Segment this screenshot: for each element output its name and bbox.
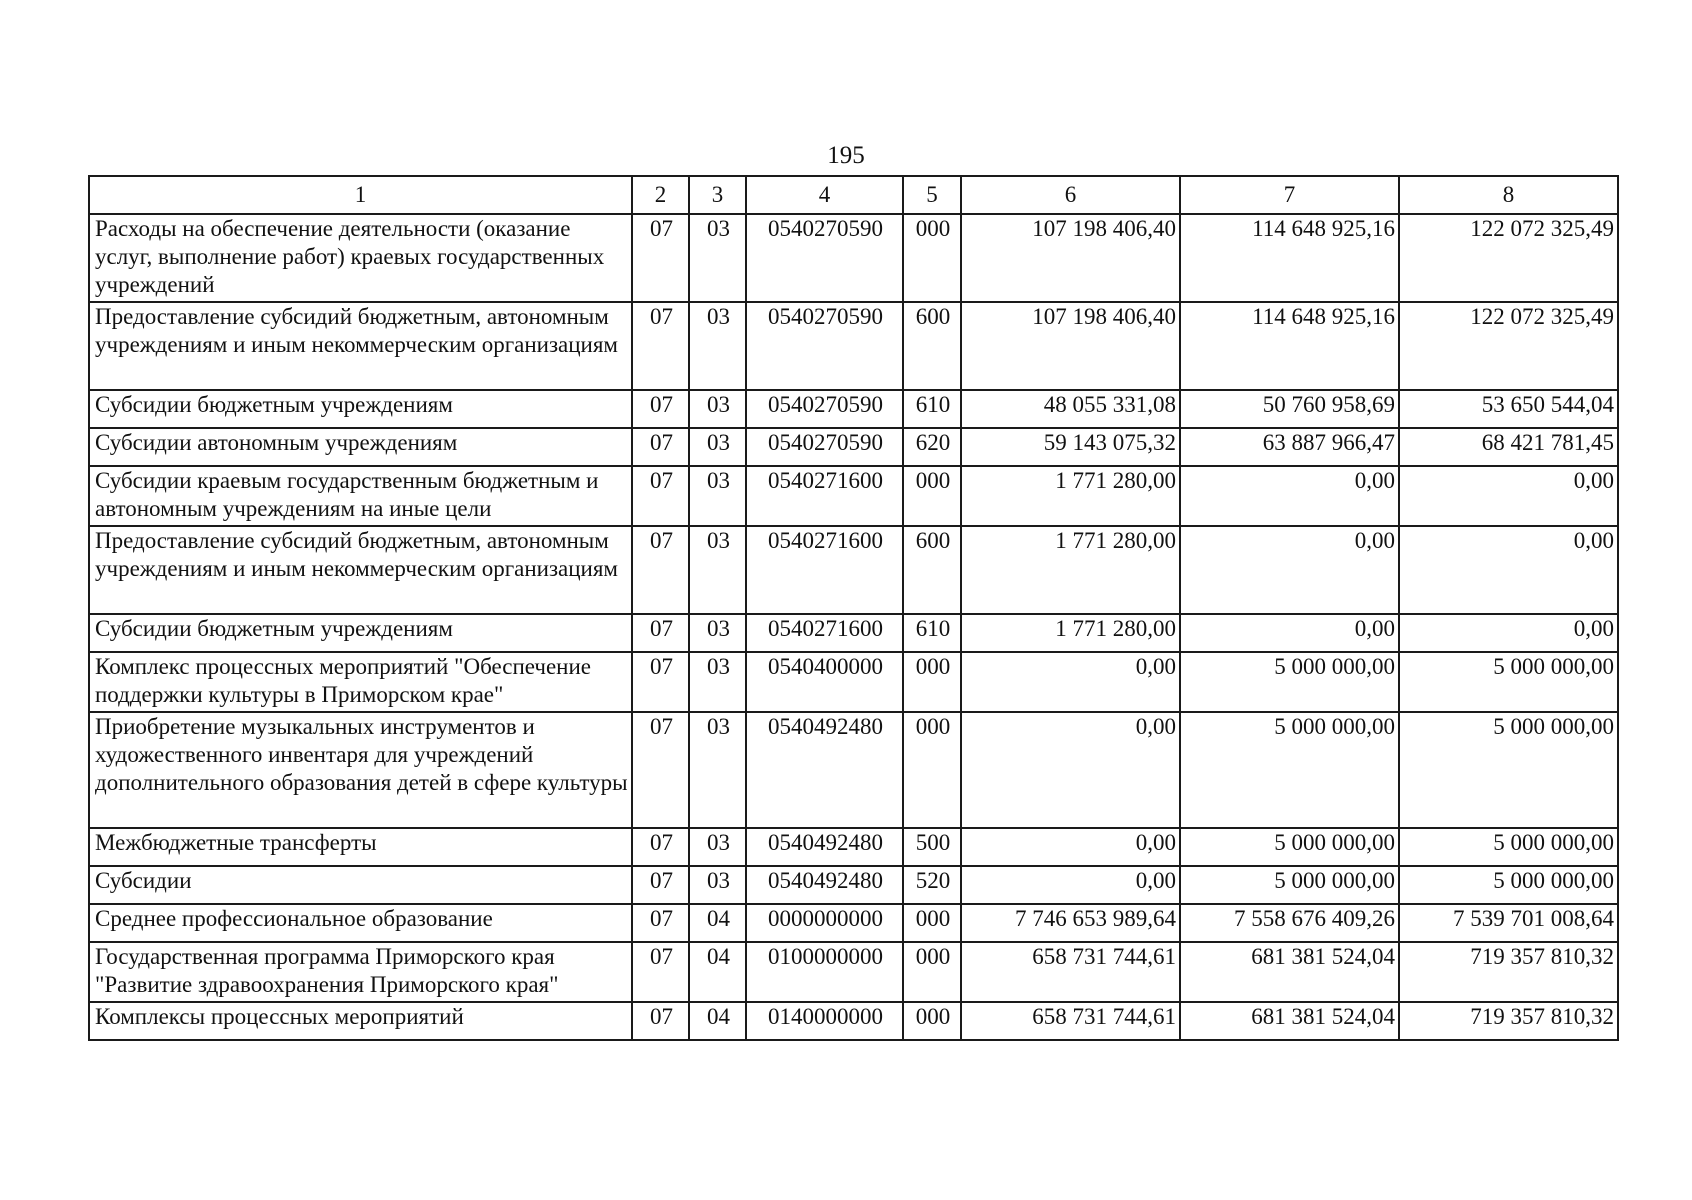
amount-col8-cell: 7 539 701 008,64 [1399, 904, 1618, 942]
target-article-cell: 0540270590 [746, 390, 903, 428]
header-cell-2: 2 [632, 176, 689, 214]
row-name-cell: Межбюджетные трансферты [89, 828, 632, 866]
row-name-cell: Субсидии бюджетным учреждениям [89, 390, 632, 428]
target-article-cell: 0000000000 [746, 904, 903, 942]
subsection-code-cell: 03 [689, 390, 746, 428]
amount-col7-cell: 114 648 925,16 [1180, 214, 1399, 302]
target-article-cell: 0540271600 [746, 614, 903, 652]
target-article-cell: 0540400000 [746, 652, 903, 712]
row-name-cell: Субсидии краевым государственным бюджетным и автономным учреждениям на иные цели [89, 466, 632, 526]
table-row [89, 866, 1618, 904]
section-code-cell: 07 [632, 1002, 689, 1040]
amount-col7-cell: 63 887 966,47 [1180, 428, 1399, 466]
target-article-cell: 0540270590 [746, 302, 903, 390]
amount-col8-cell: 68 421 781,45 [1399, 428, 1618, 466]
amount-col8-cell: 0,00 [1399, 614, 1618, 652]
row-name-cell: Субсидии бюджетным учреждениям [89, 614, 632, 652]
expense-type-cell: 610 [903, 390, 961, 428]
table-body [89, 214, 1618, 1040]
expense-type-cell: 620 [903, 428, 961, 466]
expense-type-cell: 000 [903, 1002, 961, 1040]
expense-type-cell: 000 [903, 214, 961, 302]
amount-col6-cell: 1 771 280,00 [961, 614, 1180, 652]
target-article-cell: 0540492480 [746, 828, 903, 866]
row-name-cell: Среднее профессиональное образование [89, 904, 632, 942]
row-name-cell: Предоставление субсидий бюджетным, автономным учреждениям и иным некоммерческим организациям [89, 526, 632, 614]
amount-col8-cell: 122 072 325,49 [1399, 214, 1618, 302]
expense-type-cell: 000 [903, 712, 961, 828]
table-row [89, 428, 1618, 466]
row-name-cell: Предоставление субсидий бюджетным, автономным учреждениям и иным некоммерческим организациям [89, 302, 632, 390]
expense-type-cell: 500 [903, 828, 961, 866]
amount-col7-cell: 0,00 [1180, 466, 1399, 526]
expense-type-cell: 600 [903, 526, 961, 614]
amount-col6-cell: 107 198 406,40 [961, 302, 1180, 390]
section-code-cell: 07 [632, 526, 689, 614]
page-number: 195 [827, 142, 865, 169]
expense-type-cell: 520 [903, 866, 961, 904]
amount-col6-cell: 0,00 [961, 712, 1180, 828]
target-article-cell: 0100000000 [746, 942, 903, 1002]
subsection-code-cell: 03 [689, 614, 746, 652]
subsection-code-cell: 04 [689, 942, 746, 1002]
amount-col8-cell: 5 000 000,00 [1399, 828, 1618, 866]
table-row [89, 614, 1618, 652]
row-name-cell: Приобретение музыкальных инструментов и художественного инвентаря для учреждений дополнительного образования детей в сфере культуры [89, 712, 632, 828]
subsection-code-cell: 03 [689, 214, 746, 302]
subsection-code-cell: 04 [689, 904, 746, 942]
amount-col8-cell: 5 000 000,00 [1399, 712, 1618, 828]
section-code-cell: 07 [632, 390, 689, 428]
amount-col6-cell: 0,00 [961, 828, 1180, 866]
row-name-cell: Субсидии [89, 866, 632, 904]
section-code-cell: 07 [632, 302, 689, 390]
amount-col7-cell: 681 381 524,04 [1180, 1002, 1399, 1040]
amount-col8-cell: 53 650 544,04 [1399, 390, 1618, 428]
target-article-cell: 0540271600 [746, 526, 903, 614]
amount-col6-cell: 0,00 [961, 652, 1180, 712]
header-row [89, 176, 1618, 214]
expense-type-cell: 600 [903, 302, 961, 390]
target-article-cell: 0140000000 [746, 1002, 903, 1040]
amount-col6-cell: 1 771 280,00 [961, 466, 1180, 526]
header-cell-5: 5 [903, 176, 961, 214]
amount-col8-cell: 719 357 810,32 [1399, 1002, 1618, 1040]
expense-type-cell: 610 [903, 614, 961, 652]
amount-col8-cell: 0,00 [1399, 466, 1618, 526]
table-row [89, 526, 1618, 614]
amount-col8-cell: 0,00 [1399, 526, 1618, 614]
row-name-cell: Государственная программа Приморского края "Развитие здравоохранения Приморского края" [89, 942, 632, 1002]
amount-col6-cell: 658 731 744,61 [961, 1002, 1180, 1040]
table-row [89, 828, 1618, 866]
expense-type-cell: 000 [903, 652, 961, 712]
amount-col6-cell: 48 055 331,08 [961, 390, 1180, 428]
table-row [89, 942, 1618, 1002]
table-row [89, 904, 1618, 942]
table-row [89, 1002, 1618, 1040]
section-code-cell: 07 [632, 942, 689, 1002]
header-cell-8: 8 [1399, 176, 1618, 214]
amount-col7-cell: 5 000 000,00 [1180, 866, 1399, 904]
amount-col7-cell: 5 000 000,00 [1180, 712, 1399, 828]
subsection-code-cell: 03 [689, 712, 746, 828]
row-name-cell: Комплекс процессных мероприятий "Обеспечение поддержки культуры в Приморском крае" [89, 652, 632, 712]
header-cell-3: 3 [689, 176, 746, 214]
header-cell-4: 4 [746, 176, 903, 214]
subsection-code-cell: 03 [689, 866, 746, 904]
subsection-code-cell: 03 [689, 302, 746, 390]
budget-table [88, 175, 1619, 1041]
subsection-code-cell: 03 [689, 466, 746, 526]
subsection-code-cell: 03 [689, 828, 746, 866]
amount-col8-cell: 5 000 000,00 [1399, 652, 1618, 712]
amount-col8-cell: 5 000 000,00 [1399, 866, 1618, 904]
subsection-code-cell: 03 [689, 526, 746, 614]
table-row [89, 214, 1618, 302]
section-code-cell: 07 [632, 214, 689, 302]
amount-col6-cell: 0,00 [961, 866, 1180, 904]
table-row [89, 712, 1618, 828]
expense-type-cell: 000 [903, 942, 961, 1002]
section-code-cell: 07 [632, 866, 689, 904]
header-cell-1: 1 [89, 176, 632, 214]
amount-col6-cell: 107 198 406,40 [961, 214, 1180, 302]
section-code-cell: 07 [632, 466, 689, 526]
target-article-cell: 0540492480 [746, 712, 903, 828]
amount-col7-cell: 114 648 925,16 [1180, 302, 1399, 390]
amount-col6-cell: 658 731 744,61 [961, 942, 1180, 1002]
amount-col6-cell: 59 143 075,32 [961, 428, 1180, 466]
amount-col6-cell: 1 771 280,00 [961, 526, 1180, 614]
header-cell-6: 6 [961, 176, 1180, 214]
amount-col7-cell: 5 000 000,00 [1180, 828, 1399, 866]
section-code-cell: 07 [632, 652, 689, 712]
table-row [89, 302, 1618, 390]
target-article-cell: 0540270590 [746, 214, 903, 302]
row-name-cell: Субсидии автономным учреждениям [89, 428, 632, 466]
section-code-cell: 07 [632, 712, 689, 828]
expense-type-cell: 000 [903, 904, 961, 942]
amount-col7-cell: 50 760 958,69 [1180, 390, 1399, 428]
amount-col6-cell: 7 746 653 989,64 [961, 904, 1180, 942]
amount-col7-cell: 0,00 [1180, 614, 1399, 652]
section-code-cell: 07 [632, 828, 689, 866]
row-name-cell: Комплексы процессных мероприятий [89, 1002, 632, 1040]
amount-col8-cell: 719 357 810,32 [1399, 942, 1618, 1002]
table-row [89, 652, 1618, 712]
row-name-cell: Расходы на обеспечение деятельности (оказание услуг, выполнение работ) краевых государственных учреждений [89, 214, 632, 302]
section-code-cell: 07 [632, 614, 689, 652]
target-article-cell: 0540271600 [746, 466, 903, 526]
section-code-cell: 07 [632, 428, 689, 466]
section-code-cell: 07 [632, 904, 689, 942]
amount-col7-cell: 0,00 [1180, 526, 1399, 614]
target-article-cell: 0540270590 [746, 428, 903, 466]
amount-col7-cell: 7 558 676 409,26 [1180, 904, 1399, 942]
amount-col8-cell: 122 072 325,49 [1399, 302, 1618, 390]
subsection-code-cell: 03 [689, 428, 746, 466]
subsection-code-cell: 04 [689, 1002, 746, 1040]
header-cell-7: 7 [1180, 176, 1399, 214]
amount-col7-cell: 681 381 524,04 [1180, 942, 1399, 1002]
expense-type-cell: 000 [903, 466, 961, 526]
target-article-cell: 0540492480 [746, 866, 903, 904]
table-row [89, 390, 1618, 428]
amount-col7-cell: 5 000 000,00 [1180, 652, 1399, 712]
table-row [89, 466, 1618, 526]
subsection-code-cell: 03 [689, 652, 746, 712]
